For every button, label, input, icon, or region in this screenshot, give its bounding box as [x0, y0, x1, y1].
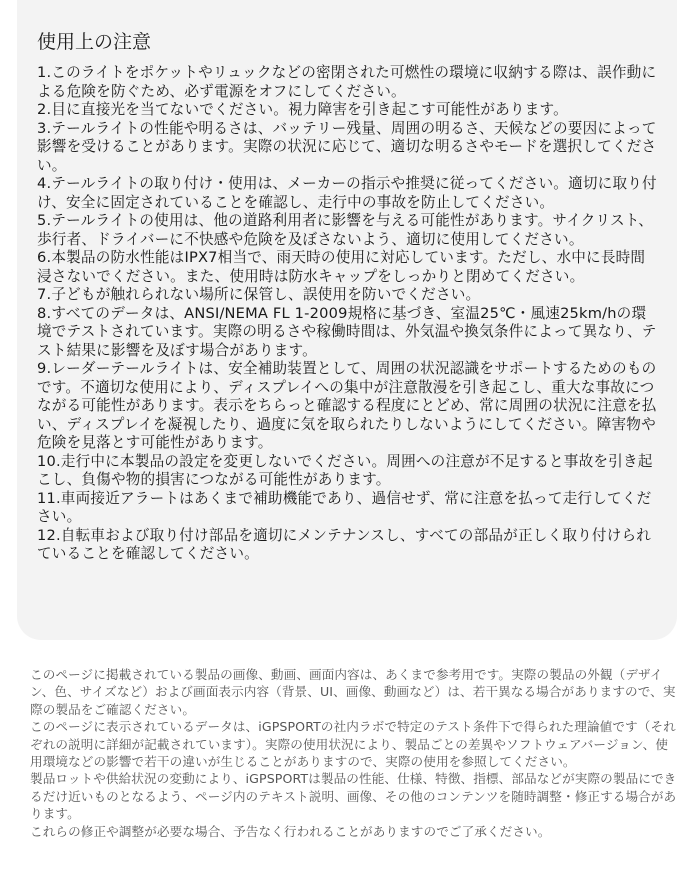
notice-item-5: 5.テールライトの使用は、他の道路利用者に影響を与える可能性があります。サイクリスト、歩行者、ドライバーに不快感や危険を及ぼさないよう、適切に使用してください。 — [37, 212, 654, 248]
notice-item-8: 8.すべてのデータは、ANSI/NEMA FL 1-2009規格に基づき、室温25℃・風速25km/hの環境でテストされています。実際の明るさや稼働時間は、外気温や換気条件によって異なり、テスト結果に影響を及ぼす場合があります。 — [37, 304, 657, 359]
safety-notice-card — [17, 0, 677, 640]
notice-item-7: 7.子どもが触れられない場所に保管し、誤使用を防いでください。 — [37, 286, 481, 303]
disclaimer-paragraph: このページに掲載されている製品の画像、動画、画面内容は、あくまで参考用です。実際の製品の外観（デザイン、色、サイズなど）および画面表示内容（背景、UI、画像、動画など）は、若干異なる場合がありますので、実際の製品をご確認ください。 — [30, 667, 676, 717]
disclaimer-paragraph: このページに表示されているデータは、iGPSPORTの社内ラボで特定のテスト条件下で得られた理論値です（それぞれの説明に詳細が記載されています）。実際の使用状況により、製品ごとの差異やソフトウェアバージョン、使用環境などの影響で若干の違いが生じることがありますので、実際の使用を参照してください。 — [30, 719, 676, 770]
notice-item-12: 12.自転車および取り付け部品を適切にメンテナンスし、すべての部品が正しく取り付けられていることを確認してください。 — [37, 526, 652, 562]
notice-item-11: 11.車両接近アラートはあくまで補助機能であり、過信せず、常に注意を払って走行してください。 — [37, 489, 652, 525]
disclaimer-paragraph: これらの修正や調整が必要な場合、予告なく行われることがありますのでご了承ください。 — [30, 823, 551, 839]
disclaimer-paragraph: 製品ロットや供給状況の変動により、iGPSPORTは製品の性能、仕様、特徴、指標、部品などが実際の製品にできるだけ近いものとなるよう、ページ内のテキスト説明、画像、その他のコンテンツを随時調整・修正する場合があります。 — [30, 771, 677, 822]
notice-item-6: 6.本製品の防水性能はIPX7相当で、雨天時の使用に対応しています。ただし、水中に長時間浸さないでください。また、使用時は防水キャップをしっかりと閉めてください。 — [37, 249, 646, 285]
notice-item-2: 2.目に直接光を当てないでください。視力障害を引き起こす可能性があります。 — [37, 101, 568, 118]
notice-item-1: 1.このライトをポケットやリュックなどの密閉された可燃性の環境に収納する際は、誤作動による危険を防ぐため、必ず電源をオフにしてください。 — [37, 64, 657, 100]
disclaimer — [30, 666, 680, 840]
notice-item-10: 10.走行中に本製品の設定を変更しないでください。周囲への注意が不足すると事故を引き起こし、負傷や物的損害につながる可能性があります。 — [37, 452, 653, 488]
notice-item-4: 4.テールライトの取り付け・使用は、メーカーの指示や推奨に従ってください。適切に取り付け、安全に固定されていることを確認し、走行中の事故を防止してください。 — [37, 175, 657, 211]
notice-item-3: 3.テールライトの性能や明るさは、バッテリー残量、周囲の明るさ、天候などの要因によって影響を受けることがあります。実際の状況に応じて、適切な明るさやモードを選択してください。 — [37, 119, 657, 174]
notice-item-9: 9.レーダーテールライトは、安全補助装置として、周囲の状況認識をサポートするためのものです。不適切な使用により、ディスプレイへの集中が注意散漫を引き起こし、重大な事故につながる可能性があります。表示をちらっと確認する程度にとどめ、常に周囲の状況に注意を払い、ディスプレイを凝視したり、過度に気を取られたりしないようにしてください。障害物や危険を見落とす可能性があります。 — [37, 360, 657, 451]
notice-list — [37, 64, 659, 564]
notice-title: 使用上の注意 — [37, 31, 152, 53]
